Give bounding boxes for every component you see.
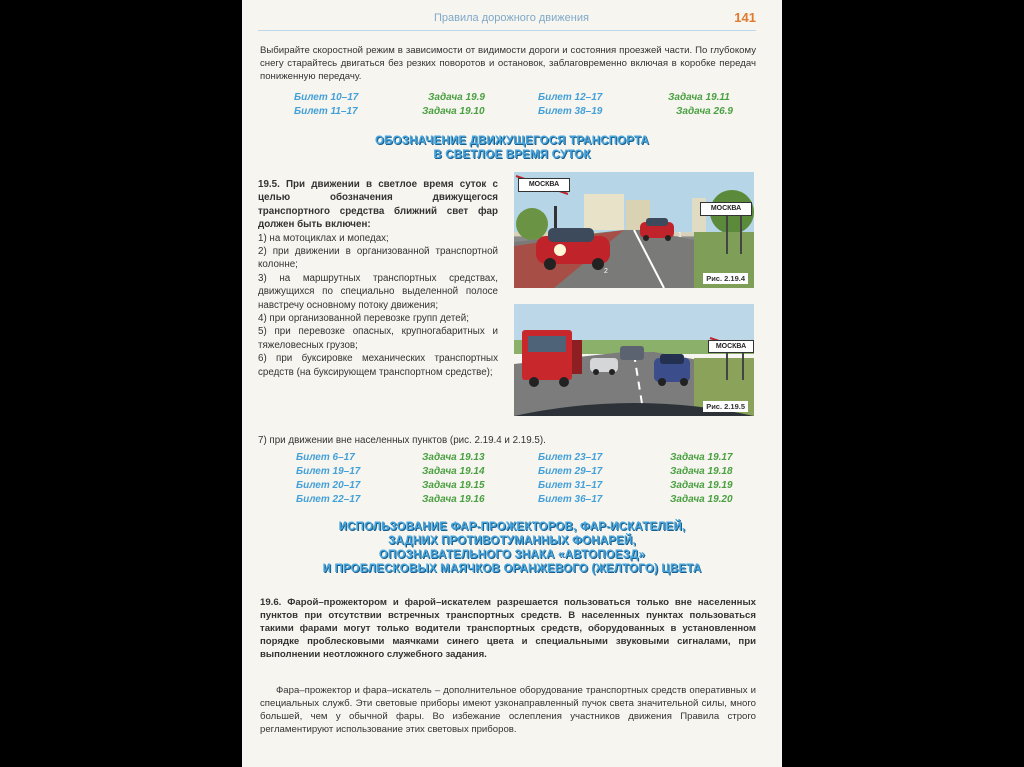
- figure-2-19-5: [514, 304, 754, 416]
- task-link[interactable]: Задача 19.14: [422, 466, 485, 477]
- figure-2-19-4: [514, 172, 754, 288]
- rule-item: 1) на мотоциклах и мопедах;: [258, 232, 389, 244]
- task-link[interactable]: Задача 19.20: [670, 494, 733, 505]
- rule-item: 5) при перевозке опасных, крупногабаритных и тяжеловесных грузов;: [258, 326, 498, 351]
- rule-item: 3) на маршрутных транспортных средствах, движущихся по специально выделенной полосе навстречу основному потоку движения;: [258, 272, 498, 311]
- city-end-sign: МОСКВА: [708, 340, 754, 353]
- lane-number: 1: [678, 232, 682, 239]
- ticket-link[interactable]: Билет 36–17: [538, 494, 603, 505]
- page-header: [258, 10, 756, 31]
- ticket-link[interactable]: Билет 10–17: [294, 92, 359, 103]
- section-heading-daytime: ОБОЗНАЧЕНИЕ ДВИЖУЩЕГОСЯ ТРАНСПОРТА В СВЕТЛОЕ ВРЕМЯ СУТОК: [374, 135, 650, 161]
- ticket-link[interactable]: Билет 11–17: [294, 106, 358, 117]
- rule-item-7: 7) при движении вне населенных пунктов (рис. 2.19.4 и 2.19.5).: [258, 435, 546, 446]
- rule-item: 2) при движении в организованной транспортной колонне;: [258, 246, 498, 271]
- ticket-link[interactable]: Билет 29–17: [538, 466, 603, 477]
- comment-paragraph: Фара–прожектор и фара–искатель – дополнительное оборудование транспортных средств оперативных и специальных служб. Эти световые приборы имеют узконаправленный пучок света значительной силы, много большей, чем у обычной фары. Во избежание ослепления участников движения Правила строго регламентируют использование этих световых приборов.: [260, 685, 756, 735]
- ticket-link[interactable]: Билет 12–17: [538, 92, 603, 103]
- task-link[interactable]: Задача 19.19: [670, 480, 733, 491]
- task-link[interactable]: Задача 19.11: [668, 92, 730, 103]
- task-link[interactable]: Задача 26.9: [676, 106, 733, 117]
- ticket-link[interactable]: Билет 38–19: [538, 106, 603, 117]
- figure-caption: Рис. 2.19.4: [703, 273, 748, 284]
- ticket-link[interactable]: Билет 6–17: [296, 452, 355, 463]
- dark-car-icon: [620, 346, 644, 360]
- city-sign: МОСКВА: [700, 202, 752, 216]
- rule-19-5: [258, 178, 498, 379]
- ticket-link[interactable]: Билет 20–17: [296, 480, 361, 491]
- task-link[interactable]: Задача 19.18: [670, 466, 733, 477]
- task-link[interactable]: Задача 19.16: [422, 494, 485, 505]
- rule-item: 4) при организованной перевозке групп детей;: [258, 313, 469, 325]
- task-link[interactable]: Задача 19.13: [422, 452, 485, 463]
- ticket-link[interactable]: Билет 31–17: [538, 480, 603, 491]
- task-link[interactable]: Задача 19.15: [422, 480, 485, 491]
- page-number: 141: [734, 10, 756, 25]
- highway-scene-illustration: [514, 304, 754, 416]
- rule-19-6: 19.6. Фарой–прожектором и фарой–искателем разрешается пользоваться только вне населенных пунктов при отсутствии встречных транспортных средств. В населенных пунктах пользоваться такими фарами могут только водители транспортных средств, оборудованных в установленном порядке проблесковыми маячками синего цвета и специальными звуковыми сигналами, при выполнении неотложного служебного задания.: [260, 597, 756, 660]
- blue-car-icon: [654, 354, 690, 386]
- task-link[interactable]: Задача 19.9: [428, 92, 485, 103]
- city-end-sign: МОСКВА: [518, 178, 570, 192]
- intro-paragraph: Выбирайте скоростной режим в зависимости от видимости дороги и состояния проезжей части. По глубокому снегу старайтесь двигаться без резких поворотов и остановок, заблаговременно включая в коробке передач пониженную передачу.: [260, 45, 756, 82]
- ticket-link[interactable]: Билет 22–17: [296, 494, 361, 505]
- section-heading-searchlights: ИСПОЛЬЗОВАНИЕ ФАР-ПРОЖЕКТОРОВ, ФАР-ИСКАТЕЛЕЙ, ЗАДНИХ ПРОТИВОТУМАННЫХ ФОНАРЕЙ, ОПОЗНАВАТЕЛЬНОГО ЗНАКА «АВТОПОЕЗД» И ПРОБЛЕСКОВЫХ МАЯЧКОВ ОРАНЖЕВОГО (ЖЕЛТОГО) ЦВЕТА: [322, 521, 702, 575]
- rule-19-5-lead: 19.5. При движении в светлое время суток с целью обозначения движущегося транспортного средства ближний свет фар должен быть включен:: [258, 179, 498, 231]
- book-page: [242, 0, 782, 767]
- task-link[interactable]: Задача 19.10: [422, 106, 485, 117]
- lane-number: 2: [604, 268, 608, 275]
- ticket-link[interactable]: Билет 19–17: [296, 466, 361, 477]
- ticket-link[interactable]: Билет 23–17: [538, 452, 603, 463]
- figure-caption: Рис. 2.19.5: [703, 401, 748, 412]
- rule-item: 6) при буксировке механических транспортных средств (на буксирующем транспортном средстве);: [258, 353, 498, 378]
- running-title: Правила дорожного движения: [434, 12, 589, 24]
- task-link[interactable]: Задача 19.17: [670, 452, 733, 463]
